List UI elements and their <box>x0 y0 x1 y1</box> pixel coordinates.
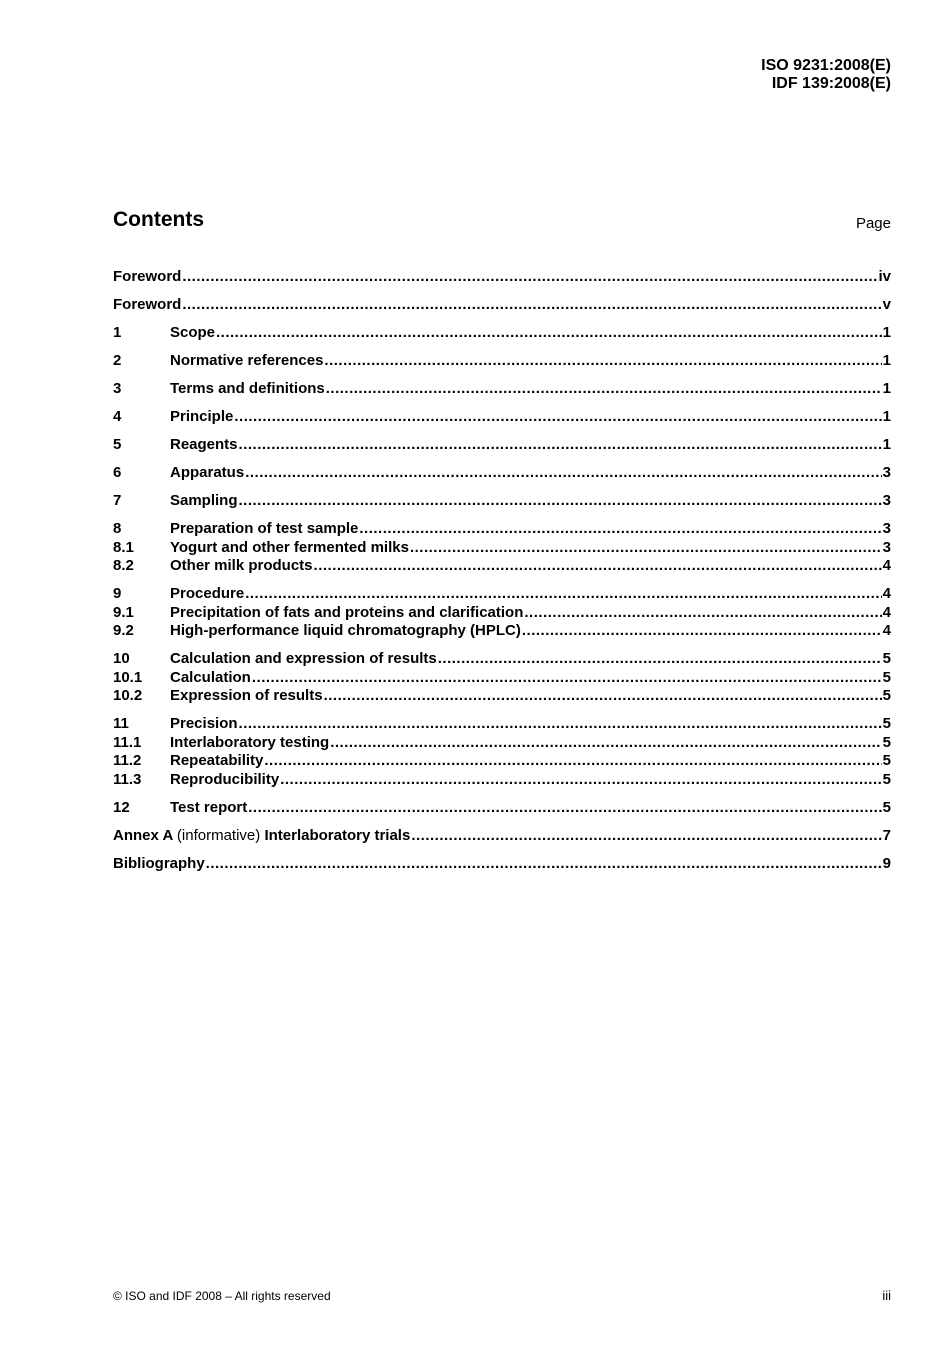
toc-entry-title: Calculation <box>170 668 251 686</box>
toc-entry-number: 4 <box>113 408 122 425</box>
toc-leader-dots <box>206 855 882 872</box>
toc-leader-dots <box>411 827 881 844</box>
toc-leader-dots <box>264 752 881 769</box>
toc-entry-title: Procedure <box>170 585 245 602</box>
toc-leader-dots <box>522 622 882 639</box>
toc-entry-title: Normative references <box>170 352 324 369</box>
toc-entry-5[interactable] <box>113 436 891 455</box>
contents-title-row <box>113 208 891 238</box>
toc-leader-dots <box>330 734 881 751</box>
toc-leader-dots <box>324 687 882 704</box>
toc-entry-title: Interlaboratory testing <box>170 733 330 751</box>
toc-entry-title: Other milk products <box>170 557 313 574</box>
toc-entry-10-1[interactable] <box>113 669 891 688</box>
toc-entry-title: Preparation of test sample <box>170 520 359 537</box>
toc-annex-heading <box>113 827 410 844</box>
toc-entry-page: 1 <box>882 324 891 341</box>
toc-entry-7[interactable] <box>113 492 891 511</box>
toc-entry-page: 5 <box>882 668 891 686</box>
toc-entry-page: 1 <box>882 408 891 425</box>
toc-entry-title: High-performance liquid chromatography (HPLC) <box>170 622 521 639</box>
toc-entry-number: 10.1 <box>113 668 143 686</box>
toc-leader-dots <box>324 352 881 369</box>
toc-leader-dots <box>239 715 882 732</box>
toc-leader-dots <box>216 324 882 341</box>
toc-leader-dots <box>524 604 881 621</box>
toc-entry-page: 1 <box>882 436 891 453</box>
toc-entry-10[interactable] <box>113 650 891 669</box>
toc-entry-number: 11 <box>113 715 129 732</box>
toc-entry-bibliography[interactable] <box>113 855 891 874</box>
toc-entry-6[interactable] <box>113 464 891 483</box>
standard-number-iso: ISO 9231:2008(E) <box>761 57 891 74</box>
toc-entry-page: 1 <box>882 380 891 397</box>
toc-entry-number: 2 <box>113 352 122 369</box>
toc-entry-title: Interlaboratory trials <box>264 826 411 844</box>
toc-entry-title: Calculation and expression of results <box>170 650 437 667</box>
toc-entry-page: iv <box>878 268 891 285</box>
toc-entry-number: 10.2 <box>113 687 143 704</box>
toc-entry-title: Sampling <box>170 492 238 509</box>
toc-entry-number: 3 <box>113 380 122 397</box>
toc-leader-dots <box>248 799 881 816</box>
toc-entry-title: Apparatus <box>170 464 245 481</box>
toc-entry-page: 3 <box>882 492 891 509</box>
toc-entry-11-3[interactable] <box>113 771 891 790</box>
toc-entry-title: Test report <box>170 798 248 816</box>
toc-entry-page: 5 <box>882 798 891 816</box>
toc-leader-dots <box>280 771 881 788</box>
toc-entry-title: Expression of results <box>170 687 323 704</box>
toc-entry-number: 9.2 <box>113 622 134 639</box>
toc-entry-page: 5 <box>882 770 891 788</box>
toc-entry-title: Yogurt and other fermented milks <box>170 538 409 556</box>
page-title: Contents <box>113 208 204 231</box>
toc-entry-page: 4 <box>882 603 891 621</box>
document-header <box>761 57 891 93</box>
toc-entry-10-2[interactable] <box>113 687 891 706</box>
toc-entry-page: 5 <box>882 687 891 704</box>
standard-number-idf: IDF 139:2008(E) <box>771 75 891 92</box>
toc-entry-page: 4 <box>882 622 891 639</box>
toc-entry-page: 3 <box>882 538 891 556</box>
toc-entry-title: Repeatability <box>170 752 264 769</box>
toc-entry-page: 9 <box>882 854 891 872</box>
toc-entry-title: Foreword <box>113 268 182 285</box>
toc-entry-page: 5 <box>882 752 891 769</box>
toc-entry-12[interactable] <box>113 799 891 818</box>
toc-annex-label: Annex A <box>113 826 173 844</box>
toc-entry-title: Scope <box>170 324 216 341</box>
toc-entry-title: Foreword <box>113 296 182 313</box>
table-of-contents <box>113 268 891 873</box>
page-number: iii <box>882 1288 891 1303</box>
toc-leader-dots <box>182 296 881 313</box>
toc-entry-number: 9.1 <box>113 603 134 621</box>
toc-leader-dots <box>239 436 882 453</box>
toc-entry-11-2[interactable] <box>113 752 891 771</box>
toc-entry-number: 11.3 <box>113 770 142 788</box>
toc-leader-dots <box>245 585 881 602</box>
toc-entry-1[interactable] <box>113 324 891 343</box>
toc-entry-4[interactable] <box>113 408 891 427</box>
toc-entry-page: 7 <box>882 826 891 844</box>
toc-entry-title: Principle <box>170 408 234 425</box>
toc-entry-11[interactable] <box>113 715 891 734</box>
toc-entry-number: 9 <box>113 585 122 602</box>
toc-leader-dots <box>252 669 882 686</box>
toc-entry-9-1[interactable] <box>113 604 891 623</box>
toc-entry-number: 8.2 <box>113 557 134 574</box>
toc-leader-dots <box>234 408 881 425</box>
toc-entry-annex-a[interactable] <box>113 827 891 846</box>
toc-entry-title: Bibliography <box>113 854 205 872</box>
toc-entry-page: v <box>882 296 891 313</box>
toc-entry-2[interactable] <box>113 352 891 371</box>
toc-entry-page: 5 <box>882 733 891 751</box>
toc-entry-number: 10 <box>113 650 130 667</box>
toc-entry-8[interactable] <box>113 520 891 539</box>
toc-leader-dots <box>239 492 882 509</box>
toc-entry-number: 8.1 <box>113 538 134 556</box>
toc-entry-title: Reagents <box>170 436 238 453</box>
toc-entry-number: 1 <box>113 324 122 341</box>
toc-entry-8-1[interactable] <box>113 539 891 558</box>
toc-entry-number: 11.2 <box>113 752 142 769</box>
toc-entry-title: Reproducibility <box>170 770 280 788</box>
toc-entry-number: 8 <box>113 520 122 537</box>
toc-entry-title: Terms and definitions <box>170 380 325 397</box>
toc-entry-page: 4 <box>882 585 891 602</box>
toc-entry-page: 4 <box>882 557 891 574</box>
toc-entry-11-1[interactable] <box>113 734 891 753</box>
toc-leader-dots <box>182 268 877 285</box>
toc-entry-page: 3 <box>882 464 891 481</box>
toc-entry-number: 5 <box>113 436 122 453</box>
toc-entry-number: 11.1 <box>113 733 142 751</box>
toc-leader-dots <box>410 539 882 556</box>
toc-entry-number: 6 <box>113 464 122 481</box>
toc-annex-note: (informative) <box>176 826 261 844</box>
toc-entry-page: 5 <box>882 715 891 732</box>
toc-entry-3[interactable] <box>113 380 891 399</box>
page-column-label: Page <box>855 215 891 232</box>
toc-entry-foreword-v[interactable] <box>113 296 891 315</box>
toc-leader-dots <box>359 520 881 537</box>
toc-leader-dots <box>245 464 881 481</box>
toc-leader-dots <box>314 557 882 574</box>
toc-entry-title: Precision <box>170 715 238 732</box>
toc-entry-title: Precipitation of fats and proteins and clarification <box>170 603 524 621</box>
toc-entry-8-2[interactable] <box>113 557 891 576</box>
toc-entry-9[interactable] <box>113 585 891 604</box>
toc-entry-page: 3 <box>882 520 891 537</box>
toc-entry-page: 5 <box>882 650 891 667</box>
toc-leader-dots <box>326 380 882 397</box>
toc-leader-dots <box>438 650 882 667</box>
copyright-notice: © ISO and IDF 2008 – All rights reserved <box>113 1289 331 1303</box>
toc-entry-number: 7 <box>113 492 122 509</box>
toc-entry-page: 1 <box>882 352 891 369</box>
toc-entry-9-2[interactable] <box>113 622 891 641</box>
toc-entry-foreword-iv[interactable] <box>113 268 891 287</box>
toc-entry-number: 12 <box>113 798 130 816</box>
